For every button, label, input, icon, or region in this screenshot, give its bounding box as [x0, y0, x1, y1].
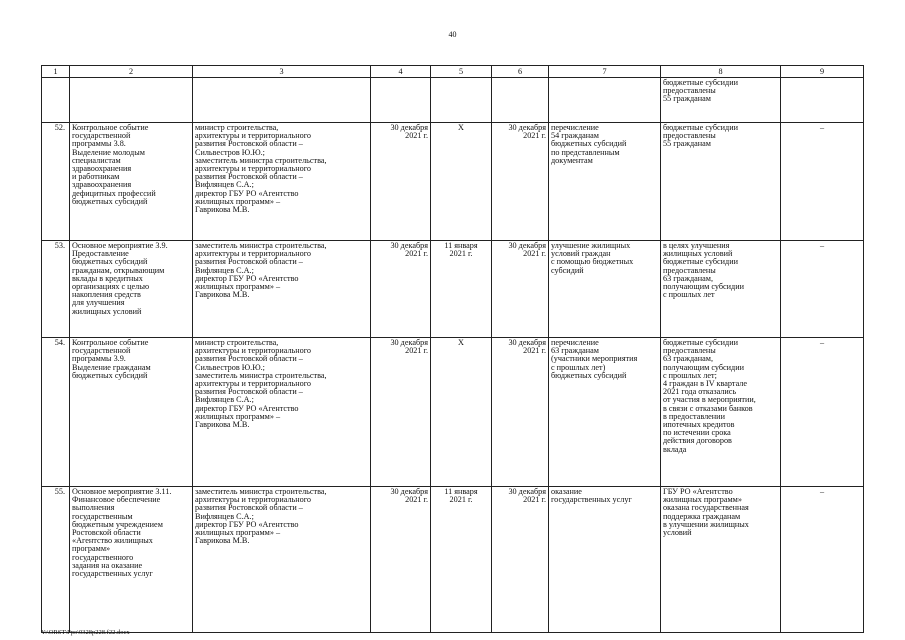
cell-line: 63 гражданам	[551, 346, 599, 356]
file-path-footer: Y:\ORST\Ppo\0328p228.f22.docx	[41, 629, 130, 636]
cell-line: 2021 г.	[405, 249, 428, 259]
cell-line: от участия в мероприятии,	[663, 395, 756, 405]
column-number: 5	[431, 66, 492, 78]
table-row	[42, 123, 864, 241]
cell-row-number: 54.	[42, 338, 70, 487]
cell-line: бюджетных субсидий	[551, 370, 627, 380]
cell-line: 2021 г.	[405, 346, 428, 356]
cell-empty	[549, 78, 661, 123]
cell-expected-result	[549, 123, 661, 241]
cell-actual-result	[661, 78, 781, 123]
cell-line: Основное мероприятие 3.11.	[72, 487, 172, 496]
cell-line: Контрольное событие	[72, 123, 149, 132]
column-number: 1	[42, 66, 70, 78]
table-row	[42, 487, 864, 633]
cell-actual-result	[661, 338, 781, 487]
column-number-header-row	[42, 66, 864, 78]
cell-line: государственных услуг	[72, 569, 153, 579]
table-row	[42, 338, 864, 487]
cell-line: 30 декабря	[508, 241, 546, 250]
cell-line: программы 3.8.	[72, 139, 126, 149]
cell-row-number: 52.	[42, 123, 70, 241]
cell-line: развития Ростовской области –	[195, 139, 303, 149]
cell-line: 11 января	[444, 241, 478, 250]
cell-line: перечисление	[551, 123, 599, 132]
column-number: 3	[193, 66, 371, 78]
cell-line: 2021 г.	[523, 495, 546, 505]
cell-actual-result	[661, 241, 781, 338]
cell-line: Основное мероприятие 3.9.	[72, 241, 168, 250]
cell-line: бюджетные субсидии	[663, 78, 738, 87]
cell-end-date	[492, 338, 549, 487]
cell-line: Вифлянцев С.А.;	[195, 180, 254, 190]
cell-line: заместитель министра строительства,	[195, 487, 327, 496]
cell-line: для улучшения	[72, 298, 125, 308]
cell-line: условий граждан	[551, 249, 611, 259]
cell-line: 30 декабря	[390, 241, 428, 250]
cell-empty	[193, 78, 371, 123]
cell-line: ипотечных кредитов	[663, 420, 735, 430]
cell-line: Вифлянцев С.А.;	[195, 511, 254, 521]
cell-line: предоставлены	[663, 131, 716, 141]
column-number: 9	[781, 66, 864, 78]
cell-line: 2021 г.	[523, 131, 546, 141]
cell-start-date	[431, 123, 492, 241]
cell-line: бюджетных субсидий	[551, 139, 627, 149]
cell-line: 4 граждан в IV квартале	[663, 379, 748, 389]
cell-event-name	[70, 123, 193, 241]
cell-line: бюджетным учреждением	[72, 519, 163, 529]
report-table	[41, 65, 864, 633]
cell-line: заместитель министра строительства,	[195, 241, 327, 250]
cell-line: развития Ростовской области –	[195, 354, 303, 364]
cell-line: 30 декабря	[508, 338, 546, 347]
cell-line: государственного	[72, 552, 134, 562]
cell-line: жилищных программ»	[663, 495, 742, 505]
cell-line: 2021 г.	[523, 249, 546, 259]
cell-line: бюджетные субсидии	[663, 257, 738, 267]
cell-line: 2021 г.	[405, 131, 428, 141]
cell-line: 30 декабря	[390, 487, 428, 496]
cell-line: Предоставление	[72, 249, 129, 259]
column-number: 6	[492, 66, 549, 78]
cell-line: 2021 г.	[449, 495, 473, 505]
cell-line: Сильвестров Ю.Ю.;	[195, 147, 265, 157]
cell-line: 55 гражданам	[663, 139, 711, 149]
cell-line: Сильвестров Ю.Ю.;	[195, 362, 265, 372]
cell-line: директор ГБУ РО «Агентство	[195, 273, 299, 283]
cell-empty	[42, 78, 70, 123]
cell-line: развития Ростовской области –	[195, 503, 303, 513]
cell-line: выполнения	[72, 503, 115, 513]
cell-line: в предоставлении	[663, 411, 725, 421]
cell-line: Финансовое обеспечение	[72, 495, 161, 505]
cell-deviation: –	[781, 487, 864, 633]
cell-line: вклада	[663, 444, 687, 454]
cell-responsible	[193, 123, 371, 241]
cell-line: бюджетных субсидий	[72, 257, 148, 267]
cell-line: 55 гражданам	[663, 94, 711, 104]
cell-line: поддержка гражданам	[663, 511, 741, 521]
cell-line: Вифлянцев С.А.;	[195, 265, 254, 275]
cell-line: в целях улучшения	[663, 241, 730, 250]
cell-line: государственной	[72, 131, 131, 141]
cell-responsible	[193, 487, 371, 633]
cell-event-name	[70, 487, 193, 633]
cell-line: жилищных программ» –	[195, 282, 281, 292]
cell-line: предоставлены	[663, 86, 716, 96]
cell-deviation: –	[781, 241, 864, 338]
cell-planned-date	[371, 338, 431, 487]
cell-line: заместитель министра строительства,	[195, 155, 327, 165]
cell-line: Х	[458, 338, 464, 347]
cell-line: по представленным	[551, 147, 620, 157]
cell-line: Выделение молодым	[72, 147, 145, 157]
cell-line: Выделение гражданам	[72, 362, 151, 372]
column-number: 2	[70, 66, 193, 78]
cell-empty	[781, 78, 864, 123]
cell-line: перечисление	[551, 338, 599, 347]
column-number: 4	[371, 66, 431, 78]
cell-line: с прошлых лет;	[663, 370, 717, 380]
cell-line: Контрольное событие	[72, 338, 149, 347]
cell-line: 63 гражданам,	[663, 273, 714, 283]
cell-start-date	[431, 241, 492, 338]
cell-line: 54 гражданам	[551, 131, 599, 141]
cell-line: жилищных условий	[72, 306, 142, 316]
cell-event-name	[70, 338, 193, 487]
cell-empty	[70, 78, 193, 123]
cell-event-name	[70, 241, 193, 338]
cell-line: государственным	[72, 511, 133, 521]
cell-end-date	[492, 487, 549, 633]
cell-line: жилищных программ» –	[195, 528, 281, 538]
cell-line: накопления средств	[72, 290, 141, 300]
cell-line: предоставлены	[663, 346, 716, 356]
cell-line: получающим субсидии	[663, 362, 744, 372]
cell-line: организациях с целью	[72, 282, 150, 292]
cell-line: бюджетные субсидии	[663, 338, 738, 347]
cell-line: архитектуры и территориального	[195, 379, 311, 389]
cell-line: архитектуры и территориального	[195, 346, 311, 356]
cell-line: 30 декабря	[390, 338, 428, 347]
cell-line: ГБУ РО «Агентство	[663, 487, 733, 496]
cell-line: 63 гражданам,	[663, 354, 714, 364]
cell-expected-result	[549, 487, 661, 633]
cell-actual-result	[661, 487, 781, 633]
cell-line: государственных услуг	[551, 495, 632, 505]
cell-line: (участники мероприятия	[551, 354, 638, 364]
cell-expected-result	[549, 338, 661, 487]
cell-planned-date	[371, 487, 431, 633]
table-row	[42, 241, 864, 338]
cell-line: специалистам	[72, 155, 121, 165]
cell-responsible	[193, 241, 371, 338]
cell-line: 30 декабря	[508, 123, 546, 132]
cell-line: жилищных программ» –	[195, 411, 281, 421]
cell-line: жилищных программ» –	[195, 196, 281, 206]
cell-line: бюджетных субсидий	[72, 370, 148, 380]
cell-line: вклады в кредитных	[72, 273, 143, 283]
cell-line: бюджетных субсидий	[72, 196, 148, 206]
cell-line: дефицитных профессий	[72, 188, 156, 198]
cell-line: архитектуры и территориального	[195, 131, 311, 141]
cell-line: Гаврикова М.В.	[195, 205, 250, 215]
cell-line: развития Ростовской области –	[195, 257, 303, 267]
cell-line: 2021 г.	[523, 346, 546, 356]
cell-line: Вифлянцев С.А.;	[195, 395, 254, 405]
cell-line: бюджетные субсидии	[663, 123, 738, 132]
cell-line: программ»	[72, 544, 111, 554]
cell-line: программы 3.9.	[72, 354, 126, 364]
cell-line: 30 декабря	[508, 487, 546, 496]
cell-line: предоставлены	[663, 265, 716, 275]
cell-line: с прошлых лет)	[551, 362, 606, 372]
cell-line: здравоохранения	[72, 164, 132, 174]
cell-line: Гаврикова М.В.	[195, 290, 250, 300]
cell-line: и работникам	[72, 172, 120, 182]
cell-end-date	[492, 123, 549, 241]
cell-start-date	[431, 487, 492, 633]
continuation-row	[42, 78, 864, 123]
cell-line: развития Ростовской области –	[195, 172, 303, 182]
cell-deviation: –	[781, 338, 864, 487]
cell-planned-date	[371, 123, 431, 241]
cell-line: действия договоров	[663, 436, 732, 446]
cell-line: оказание	[551, 487, 582, 496]
cell-line: субсидий	[551, 265, 584, 275]
cell-line: 11 января	[444, 487, 478, 496]
cell-line: министр строительства,	[195, 123, 279, 132]
cell-line: Х	[458, 123, 464, 132]
column-number: 8	[661, 66, 781, 78]
cell-line: 2021 г.	[449, 249, 473, 259]
cell-line: министр строительства,	[195, 338, 279, 347]
cell-line: здравоохранения	[72, 180, 132, 190]
cell-actual-result	[661, 123, 781, 241]
cell-line: заместитель министра строительства,	[195, 370, 327, 380]
cell-line: директор ГБУ РО «Агентство	[195, 519, 299, 529]
cell-line: 2021 года отказались	[663, 387, 737, 397]
cell-line: условий	[663, 528, 692, 538]
cell-line: Гаврикова М.В.	[195, 536, 250, 546]
cell-line: Гаврикова М.В.	[195, 420, 250, 430]
cell-start-date	[431, 338, 492, 487]
cell-empty	[492, 78, 549, 123]
page-number: 40	[448, 30, 457, 39]
cell-line: 30 декабря	[390, 123, 428, 132]
cell-line: получающим субсидии	[663, 282, 744, 292]
cell-responsible	[193, 338, 371, 487]
cell-line: с помощью бюджетных	[551, 257, 634, 267]
cell-row-number: 55.	[42, 487, 70, 633]
cell-end-date	[492, 241, 549, 338]
cell-deviation: –	[781, 123, 864, 241]
cell-line: документам	[551, 155, 593, 165]
cell-line: развития Ростовской области –	[195, 387, 303, 397]
cell-line: задания на оказание	[72, 560, 143, 570]
cell-line: Ростовской области	[72, 528, 141, 538]
cell-line: архитектуры и территориального	[195, 164, 311, 174]
cell-expected-result	[549, 241, 661, 338]
cell-line: директор ГБУ РО «Агентство	[195, 403, 299, 413]
cell-line: с прошлых лет	[663, 290, 715, 300]
cell-empty	[431, 78, 492, 123]
cell-line: государственной	[72, 346, 131, 356]
cell-line: архитектуры и территориального	[195, 495, 311, 505]
cell-line: архитектуры и территориального	[195, 249, 311, 259]
cell-line: гражданам, открывающим	[72, 265, 165, 275]
cell-planned-date	[371, 241, 431, 338]
cell-line: директор ГБУ РО «Агентство	[195, 188, 299, 198]
cell-line: улучшение жилищных	[551, 241, 631, 250]
cell-line: 2021 г.	[405, 495, 428, 505]
cell-line: жилищных условий	[663, 249, 733, 259]
cell-line: в связи с отказами банков	[663, 403, 753, 413]
cell-empty	[371, 78, 431, 123]
cell-line: по истечении срока	[663, 428, 731, 438]
column-number: 7	[549, 66, 661, 78]
cell-line: «Агентство жилищных	[72, 536, 153, 546]
cell-line: оказана государственная	[663, 503, 749, 513]
cell-line: в улучшении жилищных	[663, 519, 749, 529]
cell-row-number: 53.	[42, 241, 70, 338]
